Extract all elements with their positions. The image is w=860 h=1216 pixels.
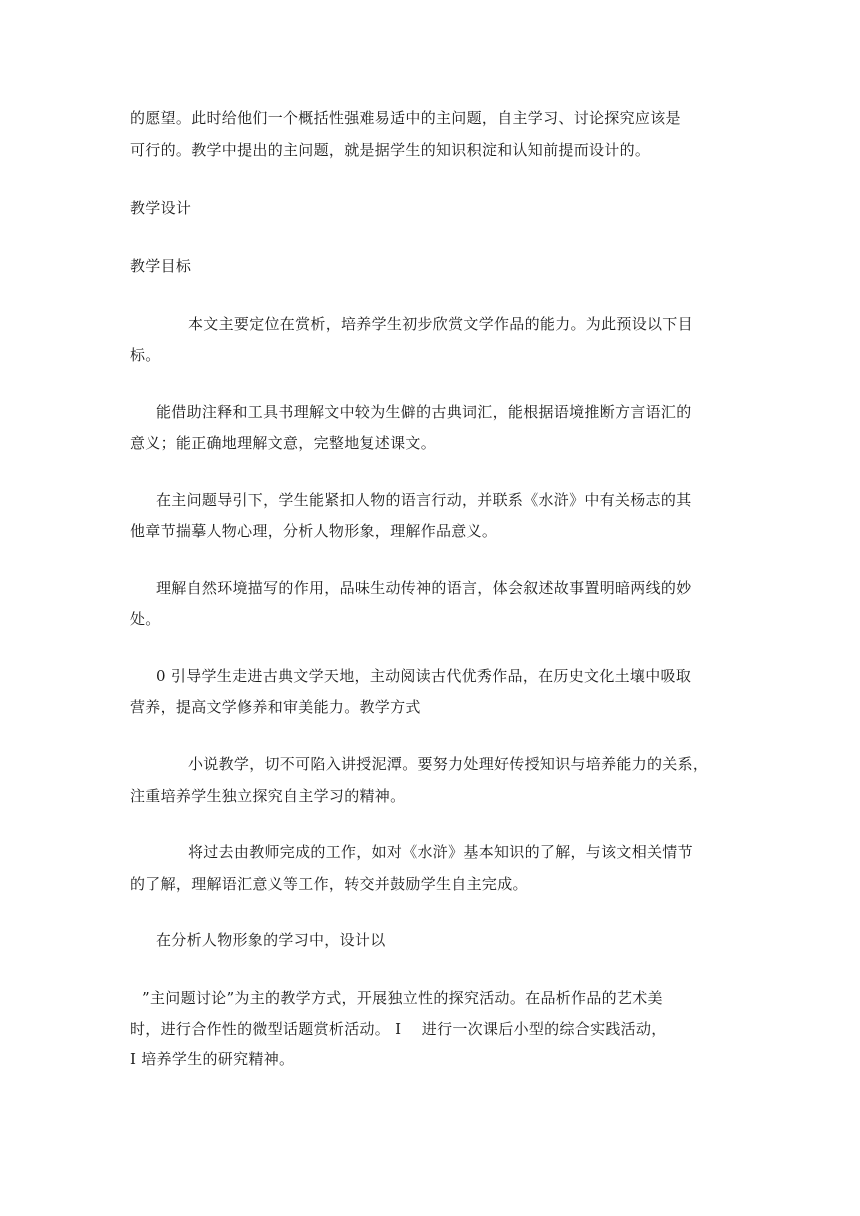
text-line: 处。	[130, 610, 161, 628]
text-line: I 培养学生的研究精神。	[130, 1050, 295, 1068]
text-line: 营养，提高文学修养和审美能力。教学方式	[130, 698, 421, 716]
section-heading: 教学设计	[130, 199, 192, 217]
text-line: 标。	[130, 346, 161, 364]
text-line: 在主问题导引下，学生能紧扣人物的语言行动，并联系《水浒》中有关杨志的其	[156, 491, 692, 509]
text-line: 注重培养学生独立探究自主学习的精神。	[130, 787, 406, 805]
text-line: 时，进行合作性的微型话题赏析活动。 I 进行一次课后小型的综合实践活动，	[130, 1020, 667, 1038]
text-line: 能借助注释和工具书理解文中较为生僻的古典词汇，能根据语境推断方言语汇的	[156, 403, 692, 421]
text-line: ”主问题讨论”为主的教学方式，开展独立性的探究活动。在品析作品的艺术美	[142, 989, 663, 1007]
text-line: 可行的。教学中提出的主问题，就是据学生的知识积淀和认知前提而设计的。	[130, 141, 651, 159]
text-line: 小说教学，切不可陷入讲授泥潭。要努力处理好传授知识与培养能力的关系，	[188, 755, 709, 773]
text-line: 的了解，理解语汇意义等工作，转交并鼓励学生自主完成。	[130, 875, 528, 893]
text-line: 将过去由教师完成的工作，如对《水浒》基本知识的了解，与该文相关情节	[188, 843, 693, 861]
text-line: 意义；能正确地理解文意，完整地复述课文。	[130, 434, 437, 452]
text-line: 他章节揣摹人物心理，分析人物形象，理解作品意义。	[130, 522, 498, 540]
section-heading: 教学目标	[130, 257, 192, 275]
text-line: 在分析人物形象的学习中，设计以	[156, 931, 386, 949]
text-line: 0 引导学生走进古典文学天地，主动阅读古代优秀作品，在历史文化土壤中吸取	[156, 667, 692, 685]
text-line: 本文主要定位在赏析，培养学生初步欣赏文学作品的能力。为此预设以下目	[188, 315, 693, 333]
text-line: 的愿望。此时给他们一个概括性强难易适中的主问题，自主学习、讨论探究应该是	[130, 109, 681, 127]
text-line: 理解自然环境描写的作用，品味生动传神的语言，体会叙述故事置明暗两线的妙	[156, 579, 692, 597]
